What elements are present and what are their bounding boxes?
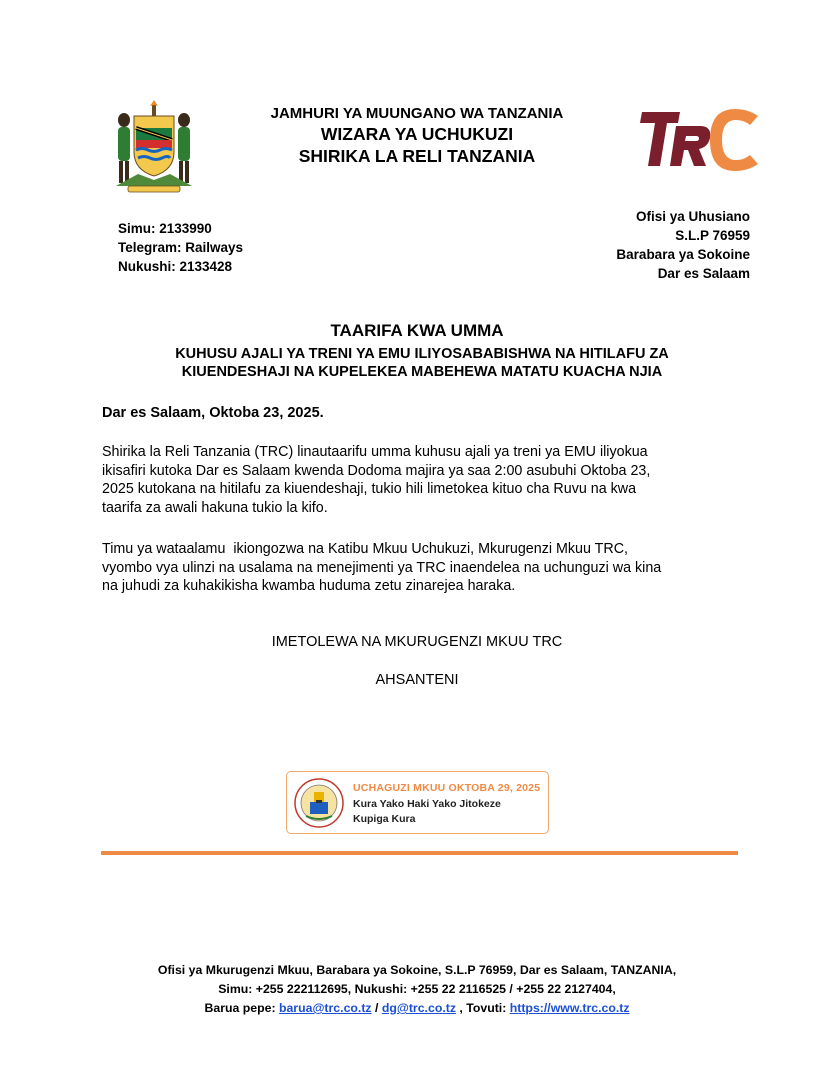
election-slogan-line: Kupiga Kura (353, 813, 416, 825)
street-address: Barabara ya Sokoine (616, 247, 750, 262)
email-separator: / (371, 1001, 382, 1015)
dateline: Dar es Salaam, Oktoba 23, 2025. (102, 405, 324, 421)
election-slogan-line: Kura Yako Haki Yako Jitokeze (353, 798, 501, 810)
telegram-address: Telegram: Railways (118, 240, 244, 255)
footer (0, 961, 834, 1018)
body-paragraph-1 (102, 443, 742, 517)
body-paragraph-2 (102, 540, 742, 596)
ministry-name: WIZARA YA UCHUKUZI (320, 124, 514, 144)
paragraph-line: Shirika la Reli Tanzania (TRC) linautaarifu umma kuhusu ajali ya treni ya EMU iliyokua (102, 444, 648, 460)
organization-name: SHIRIKA LA RELI TANZANIA (298, 146, 536, 166)
city: Dar es Salaam (657, 266, 750, 281)
letterhead-header (200, 104, 634, 167)
website-label: , Tovuti: (456, 1001, 510, 1015)
footer-divider (101, 851, 738, 855)
paragraph-line: taarifa za awali hakuna tukio la kifo. (102, 499, 328, 516)
election-commission-seal-icon (294, 778, 344, 828)
notice-subtitle (118, 345, 726, 381)
contact-block-right (616, 207, 750, 283)
contact-block-left (118, 219, 243, 276)
footer-contacts (0, 999, 834, 1018)
po-box: S.L.P 76959 (675, 228, 750, 243)
footer-phones: Simu: +255 222112695, Nukushi: +255 22 2116525 / +255 22 2127404, (218, 982, 616, 996)
coat-of-arms-emblem (108, 100, 200, 196)
paragraph-line: na juhudi za kuhakikisha kwamba huduma zetu zinarejea haraka. (102, 578, 516, 594)
subtitle-line: KIUENDESHAJI NA KUPELEKEA MABEHEWA MATATU KUACHA NJIA (181, 364, 663, 380)
email-link-dg[interactable]: dg@trc.co.tz (381, 1001, 456, 1015)
issued-by-line: IMETOLEWA NA MKURUGENZI MKUU TRC (271, 634, 563, 650)
fax-number: Nukushi: 2133428 (118, 259, 233, 274)
election-title: UCHAGUZI MKUU OKTOBA 29, 2025 (353, 782, 541, 794)
election-banner (286, 771, 549, 834)
footer-address: Ofisi ya Mkurugenzi Mkuu, Barabara ya Sokoine, S.L.P 76959, Dar es Salaam, TANZANIA, (157, 963, 677, 977)
republic-name: JAMHURI YA MUUNGANO WA TANZANIA (270, 105, 564, 122)
paragraph-line: ikisafiri kutoka Dar es Salaam kwenda Dodoma majira ya saa 2:00 asubuhi Oktoba 23, (102, 462, 651, 479)
office-name: Ofisi ya Uhusiano (635, 209, 750, 224)
website-link[interactable]: https://www.trc.co.tz (509, 1001, 630, 1015)
phone-number: Simu: 2133990 (118, 221, 212, 236)
email-label: Barua pepe: (204, 1001, 279, 1015)
email-link-barua[interactable]: barua@trc.co.tz (278, 1001, 372, 1015)
closing-thanks: AHSANTENI (375, 672, 459, 688)
paragraph-line: 2025 kutokana na hitilafu za kiuendeshaji, tukio hili limetokea kituo cha Ruvu na kwa (102, 481, 637, 497)
paragraph-line: Timu ya wataalamu ikiongozwa na Katibu Mkuu Uchukuzi, Mkurugenzi Mkuu TRC, (102, 541, 629, 557)
paragraph-line: vyombo vya ulinzi na usalama na menejimenti ya TRC inaendelea na uchunguzi wa kina (102, 559, 662, 576)
notice-title: TAARIFA KWA UMMA (330, 321, 504, 340)
subtitle-line: KUHUSU AJALI YA TRENI YA EMU ILIYOSABABISHWA NA HITILAFU ZA (175, 346, 669, 362)
trc-logo (636, 104, 764, 174)
